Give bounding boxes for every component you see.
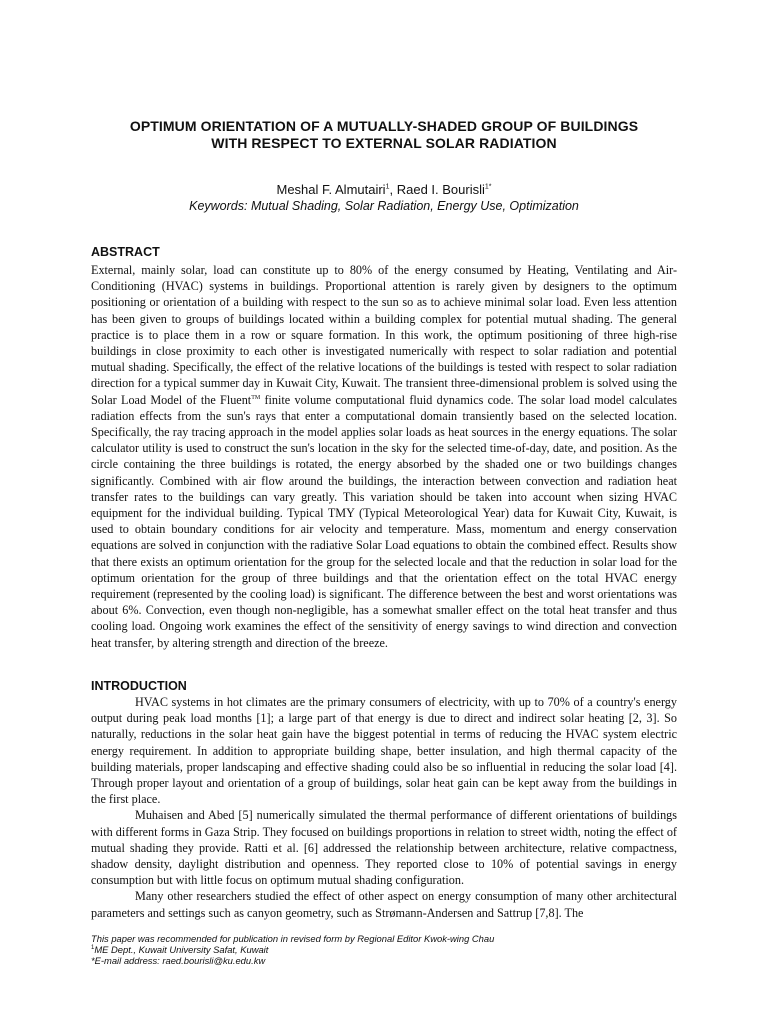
author-name: Raed I. Bourisli	[396, 182, 485, 197]
affiliation-marker: 1*	[484, 183, 492, 191]
abstract-body	[91, 262, 677, 651]
abstract-text-part-2: finite volume computational fluid dynamics code. The solar load model calculates radiation effects from the sun's rays that enter a computational domain transiently based on the selected location. Specifically, the ray tracing approach in the model applies solar loads as heat sources in the energy equations. The solar calculator utility is used to construct the sun's location in the sky for the selected time-of-day, date, and position. As the circle containing the three buildings is rotated, the energy absorbed by the shaded one or two buildings changes significantly. Combined with air flow around the buildings, the interaction between convection and radiation heat transfer rates to the buildings can vary greatly. This variation should be taken into account when sizing HVAC equipment for the individual building. Typical TMY (Typical Meteorological Year) data for Kuwait City, Kuwait, is used to obtain boundary conditions for air velocity and temperature. Mass, momentum and energy conservation equations are solved in conjunction with the radiative Solar Load equations to obtain the combined effect. Results show that there exists an optimum orientation for the group for the selected locale and that the reduction in solar load for the optimum orientation for the group of three buildings and that the orientation effect on the total HVAC energy requirement (represented by the cooling load) is significant. The difference between the best and worst orientations was about 6%. Convection, even though non-negligible, has a somewhat smaller effect on the total heat transfer and thus cooling load. Ongoing work examines the effect of the sensitivity of energy savings to wind direction and convection heat transfer, by altering strength and direction of the breeze.	[91, 392, 678, 650]
affiliation-marker: 1	[91, 944, 95, 951]
title-line-2: WITH RESPECT TO EXTERNAL SOLAR RADIATION	[211, 135, 557, 151]
title-line-1: OPTIMUM ORIENTATION OF A MUTUALLY-SHADED GROUP OF BUILDINGS	[129, 118, 639, 134]
introduction-heading: INTRODUCTION	[91, 679, 187, 693]
abstract-paragraph	[91, 262, 677, 651]
author-separator: ,	[389, 182, 397, 197]
abstract-heading: ABSTRACT	[91, 245, 160, 259]
footnote-recommendation: This paper was recommended for publication in revised form by Regional Editor Kwok-wing Chau	[91, 933, 495, 944]
introduction-body	[91, 694, 677, 921]
author-list	[90, 182, 678, 198]
paper-title	[90, 118, 678, 152]
introduction-paragraph: Many other researchers studied the effect of other aspect on energy consumption of many other architectural parameters and settings such as canyon geometry, such as Strømann-Andersen and Sattrup [7,8]. The	[91, 889, 677, 920]
affiliation-text: ME Dept., Kuwait University Safat, Kuwait	[94, 944, 269, 955]
introduction-paragraph: HVAC systems in hot climates are the primary consumers of electricity, with up to 70% of a country's energy output during peak load months [1]; a large part of that energy is due to direct and indirect solar heating [2, 3]. So naturally, reductions in the solar heat gain have the biggest potential in terms of reducing the HVAC system electric energy requirement. In addition to appropriate building shape, better insulation, and high thermal capacity of the building materials, proper landscaping and effective shading could also be so influential in reducing the solar load [4]. Through proper layout and orientation of a group of buildings, solar heat gain can be kept away from the buildings in the first place.	[91, 695, 677, 807]
introduction-paragraph: Muhaisen and Abed [5] numerically simulated the thermal performance of different orientations of buildings with different forms in Gaza Strip. They focused on buildings proportions in relation to street width, noting the effect of mutual shading they provide. Ratti et al. [6] addressed the relationship between architecture, relative compactness, shadow density, daylight distribution and openness. They reported close to 10% of potential savings in energy consumption but with little focus on optimum mutual shading configuration.	[91, 808, 677, 888]
trademark-mark: TM	[251, 394, 261, 401]
footnote-email: *E-mail address: raed.bourisli@ku.edu.kw	[91, 955, 266, 966]
author-name: Meshal F. Almutairi	[276, 182, 386, 197]
keywords: Keywords: Mutual Shading, Solar Radiation, Energy Use, Optimization	[189, 199, 579, 213]
affiliation-marker: 1	[385, 183, 390, 191]
abstract-text-part-1: External, mainly solar, load can constitute up to 80% of the energy consumed by Heating, Ventilating and Air-Conditioning (HVAC) systems in buildings. Proportional attention is rarely given by designers to the optimum positioning or orientation of a building with respect to the sun so as to achieve minimal solar load. Even less attention has been given to groups of buildings located within a building complex for potential mutual shading. The general practice is to place them in a row or square formation. In this work, the optimum positioning of three high-rise buildings in close proximity to each other is investigated numerically with respect to solar radiation and potential mutual shading. Specifically, the effect of the relative locations of the buildings is tested with respect to solar radiation direction for a typical summer day in Kuwait City, Kuwait. The transient three-dimensional problem is solved using the Solar Load Model of the Fluent	[91, 263, 677, 407]
footnotes	[91, 933, 677, 966]
footnote-affiliation	[91, 944, 677, 955]
